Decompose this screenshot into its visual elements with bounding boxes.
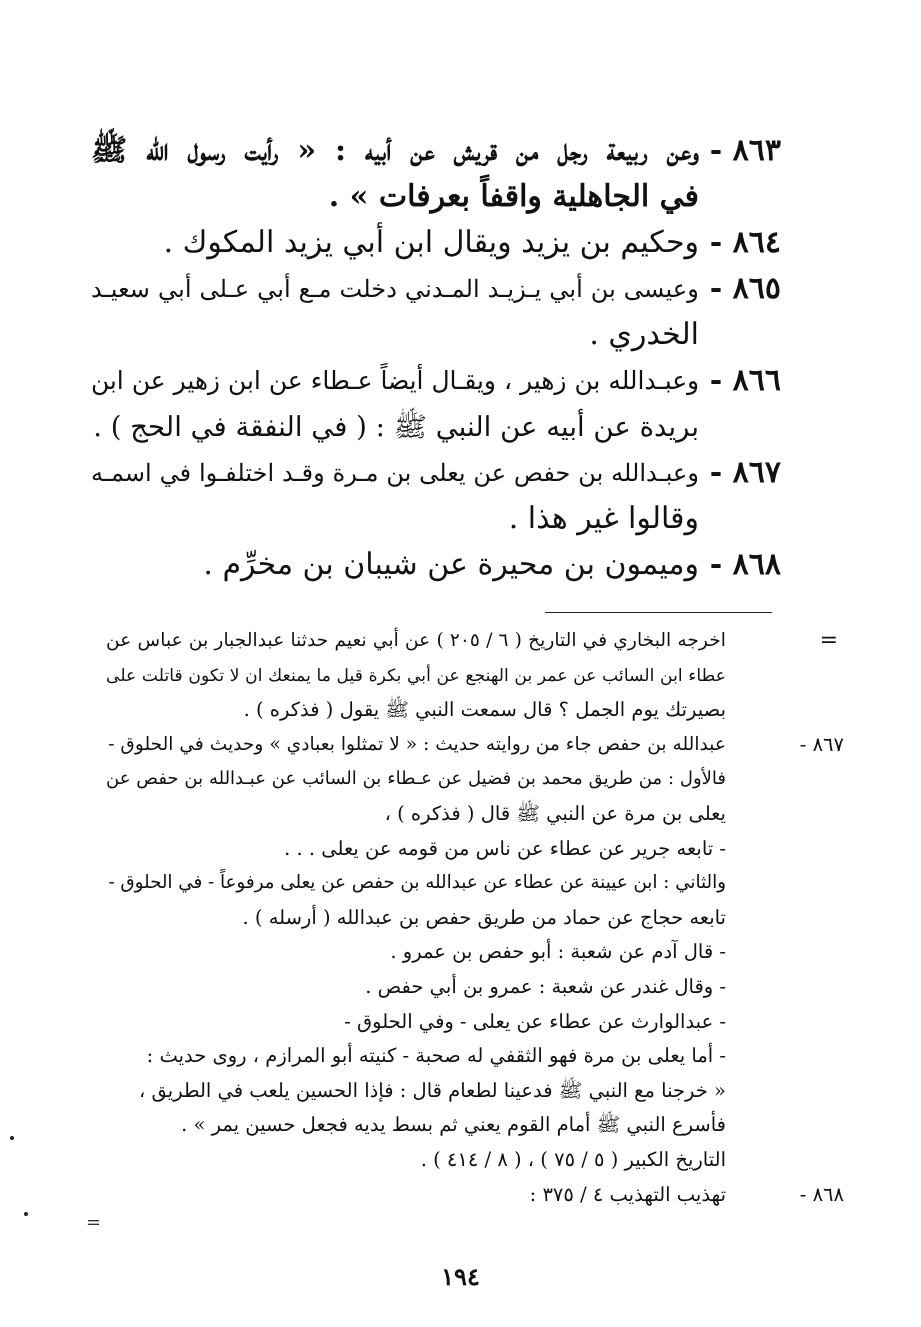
footnote-line: والثاني : ابن عيينة عن عطاء عن عبدالله بن حفص عن يعلى مرفوعاً - في الحلوق - (108, 872, 726, 894)
entry-line: في الجاهلية واقفاً بعرفات » . (328, 179, 699, 214)
entry-line: وعن ربيعة رجل من قريش عن أبيه : « رأيت رسول الله ﷺ (91, 133, 699, 168)
footnote-continuation (106, 624, 838, 728)
entry-865 (91, 266, 781, 358)
entry-line: وحكيم بن يزيد ويقال ابن أبي يزيد المكوك . (163, 225, 699, 260)
footnote-line: يعلى بن مرة عن النبي ﷺ قال ( فذكره ) ، (384, 801, 726, 825)
footnote-line: تابعه حجاج عن حماد من طريق حفص بن عبدالله ( أرسله ) . (242, 905, 726, 929)
continuation-mark: = (819, 628, 838, 653)
entry-line: وميمون بن محيرة عن شيبان بن مخرِّم . (203, 547, 699, 582)
footnote-line: - قال آدم عن شعبة : أبو حفص بن عمرو . (390, 940, 726, 964)
footnote-line: اخرجه البخاري في التاريخ ( ٦ / ٢٠٥ ) عن أبي نعيم حدثنا عبدالجبار بن عباس عن (106, 630, 726, 651)
footnote-line: عطاء ابن السائب عن عمر بن الهنجع عن أبي بكرة قيل ما يمنعك ان لا تكون قاتلت على (106, 665, 726, 686)
footnote-line: فأسرع النبي ﷺ أمام القوم يعني ثم بسط يديه فجعل حسين يمر » . (181, 1113, 726, 1137)
entry-number: ٨٦٧ - (709, 455, 781, 490)
page-number: ١٩٤ (441, 1262, 480, 1291)
footnote-867 (106, 728, 844, 1178)
footnotes (106, 624, 844, 1212)
footnote-868 (106, 1178, 844, 1213)
footnote-line: عبدالله بن حفص جاء من روايته حديث : « لا تمثلوا بعبادي » وحديث في الحلوق - (108, 733, 726, 755)
margin-dot (10, 1136, 14, 1140)
footnote-number: ٨٦٨ - (799, 1182, 844, 1206)
entry-line: وعبـدالله بن زهير ، ويقـال أيضاً عـطاء عن ابن زهير عن ابن (91, 366, 699, 395)
entry-line: وقالوا غير هذا . (508, 501, 699, 536)
entry-line: وعيسى بن أبي يـزيـد المـدني دخلت مـع أبي عـلى أبي سعيـد (91, 275, 699, 303)
entry-868 (91, 542, 781, 588)
entry-line: بريدة عن أبيه عن النبي ﷺ : ( في النفقة في الحج ) . (93, 411, 699, 443)
footnote-line: « خرجنا مع النبي ﷺ فدعينا لطعام قال : فإذا الحسين يلعب في الطريق ، (139, 1078, 726, 1102)
footnote-number: ٨٦٧ - (799, 732, 844, 756)
footnote-line: - تابعه جرير عن عطاء عن ناس من قومه عن يعلى . . . (284, 836, 726, 860)
footnote-line: التاريخ الكبير ( ٥ / ٧٥ ) ، ( ٨ / ٤١٤ ) . (420, 1147, 726, 1171)
footnote-line: تهذيب التهذيب ٤ / ٣٧٥ : (529, 1182, 726, 1206)
entry-line: وعبـدالله بن حفص عن يعلى بن مـرة وقـد اختلفـوا في اسمـه (91, 459, 699, 487)
entry-number: ٨٦٥ - (709, 271, 781, 306)
entry-number: ٨٦٤ - (709, 225, 781, 260)
margin-dot (24, 1212, 28, 1216)
entry-864 (91, 220, 781, 266)
entry-number: ٨٦٦ - (709, 363, 781, 398)
bottom-continuation-mark: = (86, 1212, 102, 1233)
entry-number: ٨٦٨ - (709, 547, 781, 582)
footnote-line: - وقال غندر عن شعبة : عمرو بن أبي حفص . (365, 974, 726, 998)
footnote-line: - عبدالوارث عن عطاء عن يعلى - وفي الحلوق - (344, 1009, 726, 1033)
entry-line: الخدري . (589, 317, 699, 352)
footnote-line: - أما يعلى بن مرة فهو الثقفي له صحبة - كنيته أبو المرازم ، روى حديث : (146, 1044, 726, 1068)
footnote-divider (545, 612, 772, 613)
entry-867 (91, 450, 781, 542)
entry-number: ٨٦٣ - (709, 133, 781, 168)
entry-866 (91, 358, 781, 450)
footnote-line: بصيرتك يوم الجمل ؟ قال سمعت النبي ﷺ يقول ( فذكره ) . (243, 698, 726, 722)
main-entries (91, 128, 781, 588)
entry-863 (91, 128, 781, 220)
footnote-line: فالأول : من طريق محمد بن فضيل عن عـطاء بن السائب عن عبـدالله بن حفص عن (106, 768, 726, 790)
